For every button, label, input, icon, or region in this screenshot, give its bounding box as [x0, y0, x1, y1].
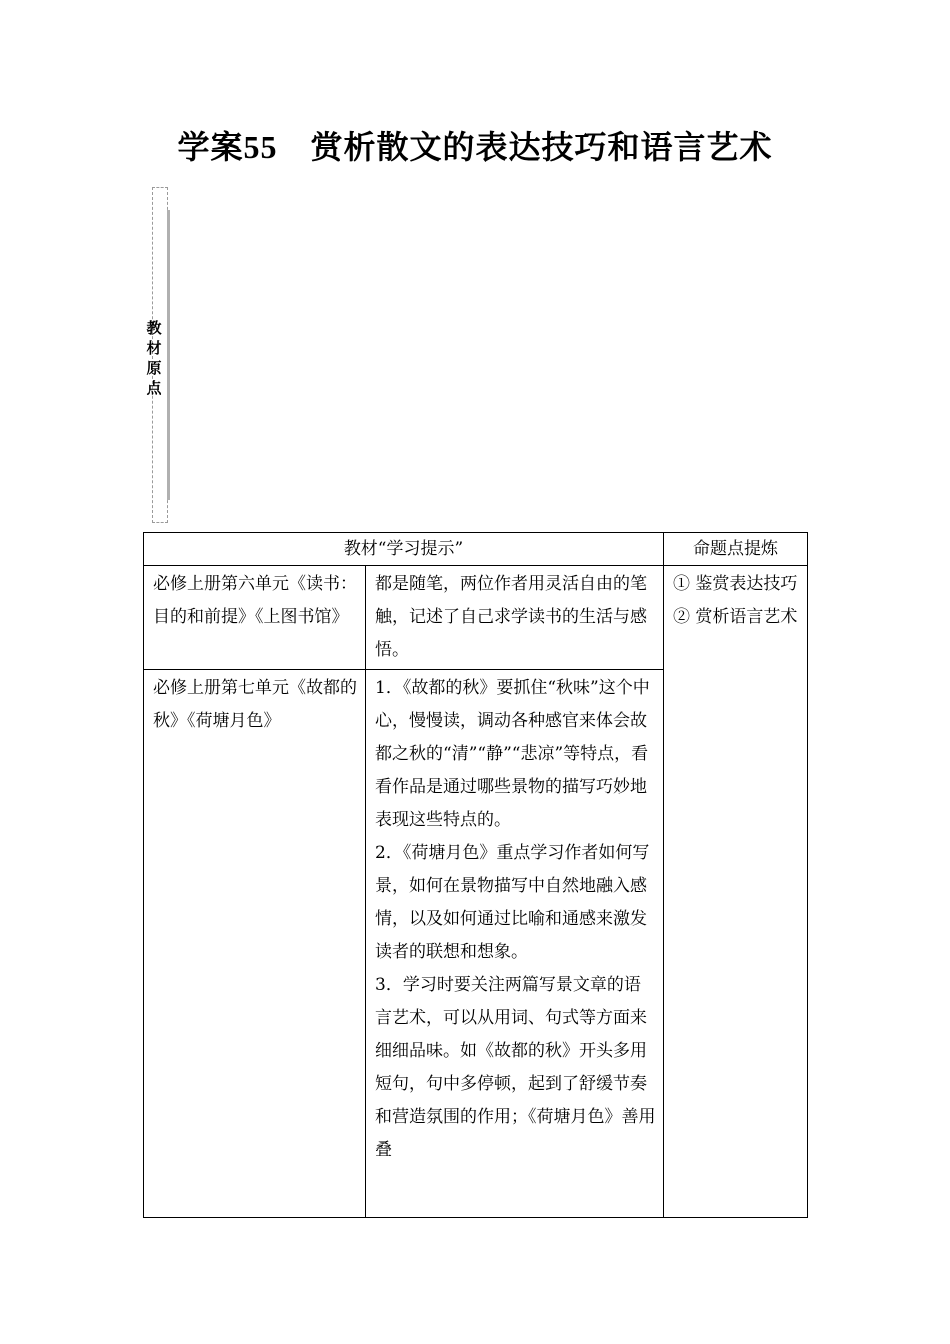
- test-point-item: ① 鉴赏表达技巧: [673, 574, 798, 594]
- tips-cell: [366, 670, 664, 1218]
- tip-paragraph: 2．《荷塘月色》重点学习作者如何写景，如何在景物描写中自然地融入感情，以及如何通过比喻和通感来激发读者的联想和想象。: [375, 843, 650, 962]
- tips-cell: 都是随笔，两位作者用灵活自由的笔触，记述了自己求学读书的生活与感悟。: [366, 566, 664, 670]
- unit-cell: 必修上册第六单元《读书：目的和前提》《上图书馆》: [144, 566, 366, 670]
- study-table: [143, 532, 808, 1218]
- table-header-row: [144, 533, 808, 566]
- tip-paragraph: 3．学习时要关注两篇写景文章的语言艺术，可以从用词、句式等方面来细细品味。如《故都的秋》开头多用短句，句中多停顿，起到了舒缓节奏和营造氛围的作用；《荷塘月色》善用叠: [375, 975, 656, 1160]
- side-label: 教材原点: [146, 319, 162, 397]
- header-study-tips: 教材“学习提示”: [144, 533, 664, 566]
- tip-paragraph: 1．《故都的秋》要抓住“秋味”这个中心，慢慢读，调动各种感官来体会故都之秋的“清”“静”“悲凉”等特点，看看作品是通过哪些景物的描写巧妙地表现这些特点的。: [375, 678, 650, 830]
- test-point-item: ② 赏析语言艺术: [673, 607, 798, 627]
- side-divider-bar: [167, 210, 170, 500]
- header-test-points: 命题点提炼: [664, 533, 808, 566]
- table-row: [144, 566, 808, 670]
- unit-cell: 必修上册第七单元《故都的秋》《荷塘月色》: [144, 670, 366, 1218]
- points-cell: [664, 566, 808, 1218]
- page-title: 学案55 赏析散文的表达技巧和语言艺术: [177, 129, 773, 165]
